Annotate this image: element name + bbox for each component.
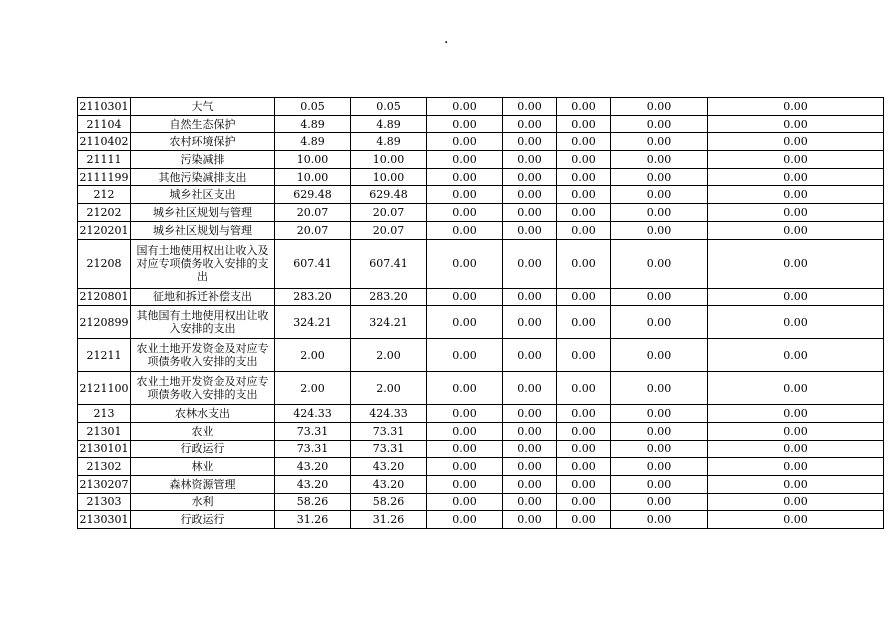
value-cell: 0.00 xyxy=(557,306,611,339)
name-cell: 其他国有土地使用权出让收入安排的支出 xyxy=(131,306,275,339)
value-cell: 0.00 xyxy=(503,339,557,372)
value-cell: 0.00 xyxy=(611,405,708,423)
code-cell: 21202 xyxy=(78,204,131,222)
value-cell: 10.00 xyxy=(351,168,427,186)
table-row xyxy=(78,422,884,440)
value-cell: 0.00 xyxy=(427,405,503,423)
table-row xyxy=(78,133,884,151)
value-cell: 324.21 xyxy=(275,306,351,339)
code-cell: 2130301 xyxy=(78,511,131,529)
name-cell: 国有土地使用权出让收入及对应专项债务收入安排的支出 xyxy=(131,239,275,288)
value-cell: 0.00 xyxy=(611,221,708,239)
name-cell: 大气 xyxy=(131,98,275,116)
code-cell: 2130207 xyxy=(78,475,131,493)
value-cell: 0.00 xyxy=(708,133,884,151)
value-cell: 43.20 xyxy=(351,458,427,476)
value-cell: 0.00 xyxy=(503,239,557,288)
code-cell: 2110402 xyxy=(78,133,131,151)
value-cell: 0.00 xyxy=(708,339,884,372)
table-row xyxy=(78,151,884,169)
code-cell: 2120201 xyxy=(78,221,131,239)
value-cell: 0.00 xyxy=(557,475,611,493)
value-cell: 4.89 xyxy=(275,115,351,133)
value-cell: 0.00 xyxy=(427,186,503,204)
value-cell: 0.00 xyxy=(708,372,884,405)
value-cell: 0.00 xyxy=(427,440,503,458)
value-cell: 0.00 xyxy=(708,239,884,288)
code-cell: 212 xyxy=(78,186,131,204)
name-cell: 其他污染减排支出 xyxy=(131,168,275,186)
value-cell: 0.00 xyxy=(557,288,611,306)
code-cell: 21303 xyxy=(78,493,131,511)
table-row xyxy=(78,511,884,529)
value-cell: 0.05 xyxy=(275,98,351,116)
value-cell: 0.00 xyxy=(427,493,503,511)
value-cell: 73.31 xyxy=(275,422,351,440)
value-cell: 0.00 xyxy=(611,440,708,458)
value-cell: 0.00 xyxy=(557,168,611,186)
value-cell: 0.00 xyxy=(557,440,611,458)
code-cell: 21208 xyxy=(78,239,131,288)
value-cell: 0.00 xyxy=(611,186,708,204)
value-cell: 0.00 xyxy=(708,493,884,511)
value-cell: 20.07 xyxy=(351,204,427,222)
value-cell: 0.00 xyxy=(427,339,503,372)
value-cell: 0.00 xyxy=(557,186,611,204)
value-cell: 0.00 xyxy=(557,339,611,372)
table-row xyxy=(78,239,884,288)
code-cell: 21104 xyxy=(78,115,131,133)
value-cell: 0.00 xyxy=(708,98,884,116)
name-cell: 森林资源管理 xyxy=(131,475,275,493)
value-cell: 0.00 xyxy=(611,151,708,169)
code-cell: 2110301 xyxy=(78,98,131,116)
value-cell: 0.00 xyxy=(611,115,708,133)
value-cell: 0.00 xyxy=(427,288,503,306)
name-cell: 城乡社区规划与管理 xyxy=(131,204,275,222)
value-cell: 58.26 xyxy=(275,493,351,511)
table-row xyxy=(78,221,884,239)
value-cell: 2.00 xyxy=(275,372,351,405)
value-cell: 0.00 xyxy=(708,151,884,169)
value-cell: 0.00 xyxy=(503,288,557,306)
value-cell: 0.00 xyxy=(427,511,503,529)
name-cell: 污染减排 xyxy=(131,151,275,169)
value-cell: 4.89 xyxy=(351,115,427,133)
value-cell: 0.00 xyxy=(611,204,708,222)
table-row xyxy=(78,98,884,116)
value-cell: 0.00 xyxy=(503,511,557,529)
value-cell: 20.07 xyxy=(351,221,427,239)
value-cell: 0.00 xyxy=(503,133,557,151)
value-cell: 2.00 xyxy=(351,372,427,405)
value-cell: 0.00 xyxy=(427,133,503,151)
value-cell: 31.26 xyxy=(351,511,427,529)
value-cell: 324.21 xyxy=(351,306,427,339)
table-row xyxy=(78,115,884,133)
value-cell: 0.00 xyxy=(611,239,708,288)
value-cell: 629.48 xyxy=(275,186,351,204)
code-cell: 213 xyxy=(78,405,131,423)
value-cell: 20.07 xyxy=(275,221,351,239)
value-cell: 0.00 xyxy=(503,306,557,339)
value-cell: 0.00 xyxy=(708,422,884,440)
value-cell: 0.00 xyxy=(503,405,557,423)
value-cell: 0.00 xyxy=(611,339,708,372)
value-cell: 0.00 xyxy=(427,372,503,405)
table-row xyxy=(78,288,884,306)
value-cell: 0.00 xyxy=(557,98,611,116)
value-cell: 0.00 xyxy=(503,422,557,440)
value-cell: 0.05 xyxy=(351,98,427,116)
table-row xyxy=(78,339,884,372)
value-cell: 0.00 xyxy=(503,98,557,116)
code-cell: 2111199 xyxy=(78,168,131,186)
name-cell: 农林水支出 xyxy=(131,405,275,423)
value-cell: 0.00 xyxy=(611,372,708,405)
name-cell: 林业 xyxy=(131,458,275,476)
code-cell: 2120801 xyxy=(78,288,131,306)
value-cell: 58.26 xyxy=(351,493,427,511)
value-cell: 424.33 xyxy=(351,405,427,423)
value-cell: 607.41 xyxy=(275,239,351,288)
value-cell: 0.00 xyxy=(611,133,708,151)
value-cell: 0.00 xyxy=(503,493,557,511)
code-cell: 2120899 xyxy=(78,306,131,339)
name-cell: 行政运行 xyxy=(131,511,275,529)
value-cell: 4.89 xyxy=(275,133,351,151)
value-cell: 607.41 xyxy=(351,239,427,288)
value-cell: 0.00 xyxy=(503,458,557,476)
value-cell: 0.00 xyxy=(427,98,503,116)
name-cell: 农村环境保护 xyxy=(131,133,275,151)
value-cell: 0.00 xyxy=(557,511,611,529)
value-cell: 0.00 xyxy=(611,475,708,493)
code-cell: 2130101 xyxy=(78,440,131,458)
budget-table xyxy=(77,97,884,529)
value-cell: 0.00 xyxy=(557,204,611,222)
value-cell: 0.00 xyxy=(557,422,611,440)
header-mark: . xyxy=(444,31,449,47)
value-cell: 0.00 xyxy=(503,440,557,458)
value-cell: 0.00 xyxy=(708,168,884,186)
name-cell: 农业土地开发资金及对应专项债务收入安排的支出 xyxy=(131,339,275,372)
value-cell: 20.07 xyxy=(275,204,351,222)
value-cell: 0.00 xyxy=(557,221,611,239)
value-cell: 0.00 xyxy=(708,288,884,306)
value-cell: 31.26 xyxy=(275,511,351,529)
table-row xyxy=(78,306,884,339)
value-cell: 0.00 xyxy=(427,204,503,222)
value-cell: 10.00 xyxy=(275,168,351,186)
value-cell: 0.00 xyxy=(611,98,708,116)
value-cell: 0.00 xyxy=(708,475,884,493)
value-cell: 0.00 xyxy=(557,151,611,169)
value-cell: 0.00 xyxy=(427,475,503,493)
table-row xyxy=(78,204,884,222)
value-cell: 0.00 xyxy=(503,151,557,169)
value-cell: 73.31 xyxy=(351,440,427,458)
value-cell: 0.00 xyxy=(557,493,611,511)
value-cell: 0.00 xyxy=(708,221,884,239)
value-cell: 0.00 xyxy=(557,405,611,423)
value-cell: 0.00 xyxy=(611,306,708,339)
name-cell: 征地和拆迁补偿支出 xyxy=(131,288,275,306)
name-cell: 自然生态保护 xyxy=(131,115,275,133)
name-cell: 城乡社区支出 xyxy=(131,186,275,204)
code-cell: 21301 xyxy=(78,422,131,440)
value-cell: 424.33 xyxy=(275,405,351,423)
table-row xyxy=(78,186,884,204)
value-cell: 0.00 xyxy=(427,115,503,133)
value-cell: 10.00 xyxy=(275,151,351,169)
table-body xyxy=(78,98,884,529)
value-cell: 0.00 xyxy=(611,493,708,511)
name-cell: 城乡社区规划与管理 xyxy=(131,221,275,239)
table-row xyxy=(78,458,884,476)
value-cell: 0.00 xyxy=(503,372,557,405)
value-cell: 0.00 xyxy=(708,405,884,423)
value-cell: 0.00 xyxy=(427,151,503,169)
value-cell: 629.48 xyxy=(351,186,427,204)
value-cell: 2.00 xyxy=(351,339,427,372)
table-row xyxy=(78,475,884,493)
table-row xyxy=(78,405,884,423)
value-cell: 43.20 xyxy=(275,458,351,476)
value-cell: 0.00 xyxy=(611,288,708,306)
value-cell: 0.00 xyxy=(708,306,884,339)
name-cell: 农业 xyxy=(131,422,275,440)
value-cell: 0.00 xyxy=(503,115,557,133)
value-cell: 4.89 xyxy=(351,133,427,151)
value-cell: 0.00 xyxy=(427,458,503,476)
value-cell: 2.00 xyxy=(275,339,351,372)
value-cell: 0.00 xyxy=(708,186,884,204)
table-row xyxy=(78,493,884,511)
value-cell: 0.00 xyxy=(427,168,503,186)
value-cell: 0.00 xyxy=(557,115,611,133)
value-cell: 0.00 xyxy=(503,475,557,493)
value-cell: 0.00 xyxy=(503,168,557,186)
name-cell: 水利 xyxy=(131,493,275,511)
value-cell: 0.00 xyxy=(611,511,708,529)
value-cell: 0.00 xyxy=(708,440,884,458)
value-cell: 0.00 xyxy=(611,458,708,476)
table-row xyxy=(78,372,884,405)
name-cell: 行政运行 xyxy=(131,440,275,458)
value-cell: 283.20 xyxy=(351,288,427,306)
value-cell: 0.00 xyxy=(557,458,611,476)
value-cell: 0.00 xyxy=(611,168,708,186)
value-cell: 43.20 xyxy=(275,475,351,493)
value-cell: 10.00 xyxy=(351,151,427,169)
value-cell: 0.00 xyxy=(611,422,708,440)
value-cell: 0.00 xyxy=(557,133,611,151)
value-cell: 0.00 xyxy=(557,372,611,405)
value-cell: 0.00 xyxy=(503,221,557,239)
value-cell: 0.00 xyxy=(708,115,884,133)
value-cell: 0.00 xyxy=(557,239,611,288)
value-cell: 283.20 xyxy=(275,288,351,306)
value-cell: 0.00 xyxy=(708,204,884,222)
value-cell: 43.20 xyxy=(351,475,427,493)
value-cell: 0.00 xyxy=(427,221,503,239)
value-cell: 0.00 xyxy=(427,239,503,288)
value-cell: 73.31 xyxy=(351,422,427,440)
value-cell: 0.00 xyxy=(708,458,884,476)
value-cell: 0.00 xyxy=(503,186,557,204)
value-cell: 73.31 xyxy=(275,440,351,458)
code-cell: 21211 xyxy=(78,339,131,372)
code-cell: 21111 xyxy=(78,151,131,169)
value-cell: 0.00 xyxy=(427,306,503,339)
code-cell: 2121100 xyxy=(78,372,131,405)
code-cell: 21302 xyxy=(78,458,131,476)
value-cell: 0.00 xyxy=(708,511,884,529)
name-cell: 农业土地开发资金及对应专项债务收入安排的支出 xyxy=(131,372,275,405)
value-cell: 0.00 xyxy=(503,204,557,222)
table-row xyxy=(78,440,884,458)
value-cell: 0.00 xyxy=(427,422,503,440)
table-row xyxy=(78,168,884,186)
